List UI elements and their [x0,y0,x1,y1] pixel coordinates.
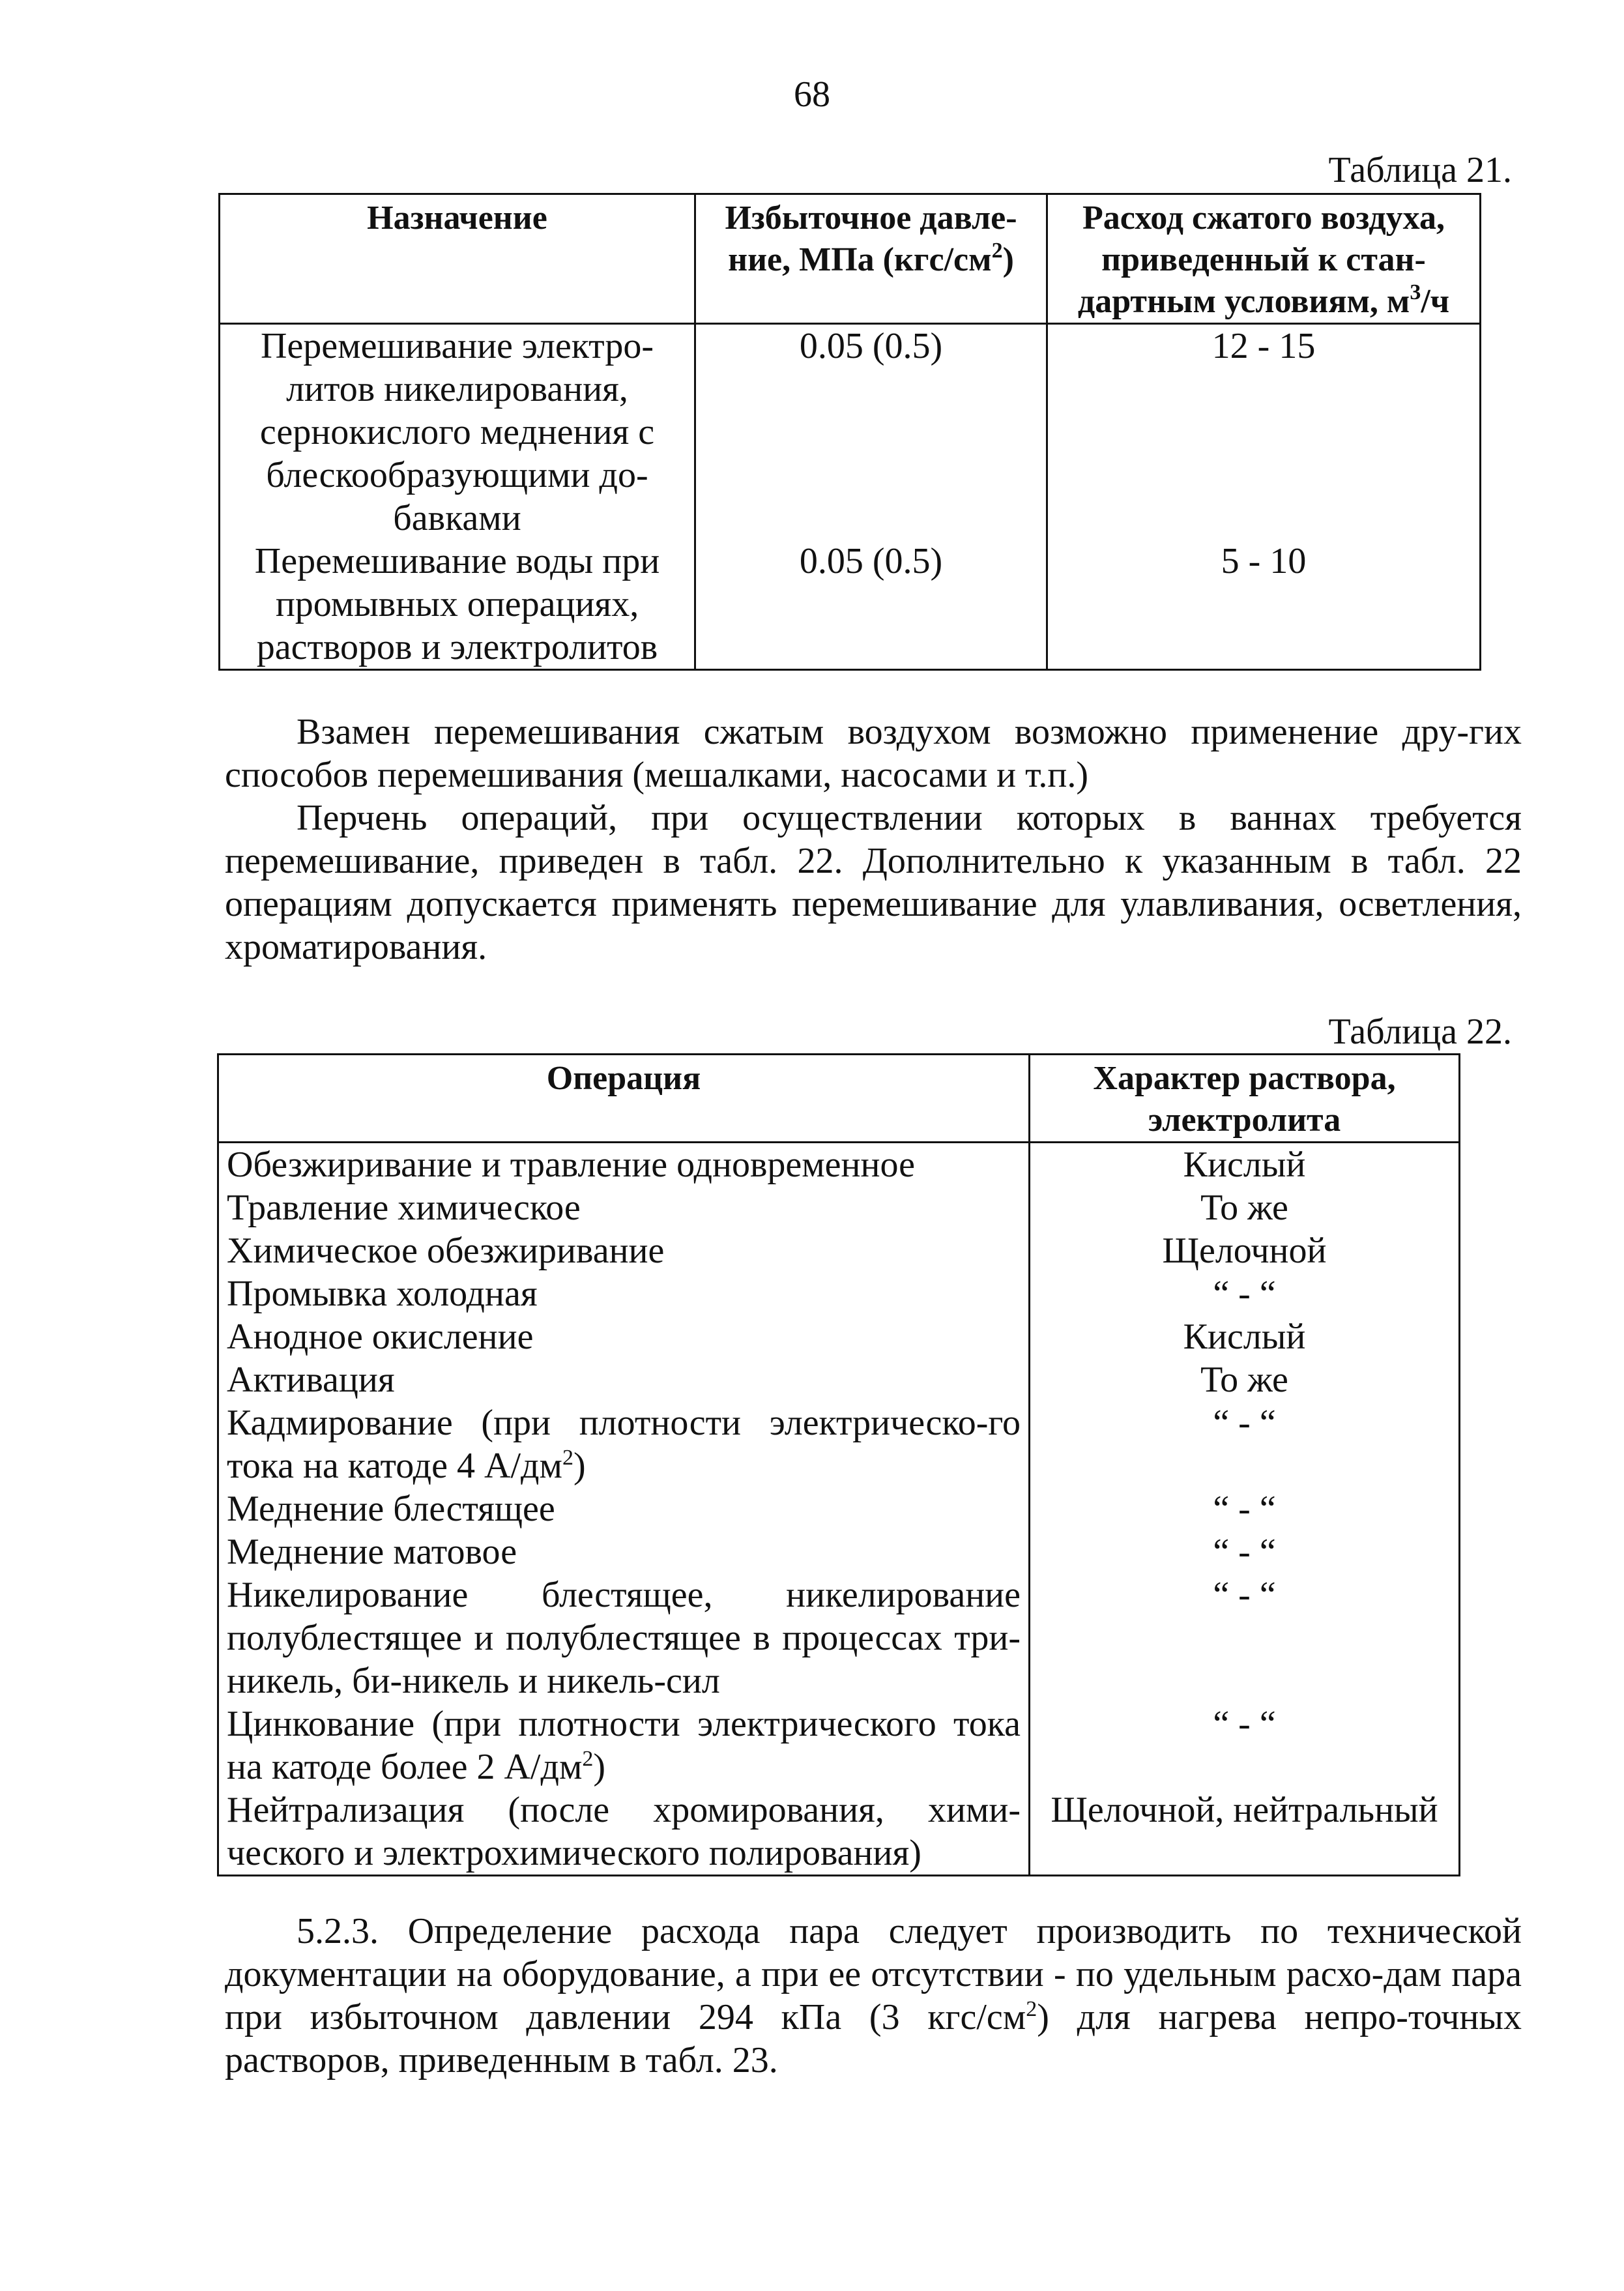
table-22-cell-operation: Никелирование блестящее, никелирование полублестящее и полублестящее в процессах три-никель, би-никель и никель-сил [218,1573,1030,1702]
paragraph-operations-list: Перчень операций, при осуществлении которых в ваннах требуется перемешивание, приведен в табл. 22. Дополнительно к указанным в табл. 22 операциям допускается применять перемешивание для улавливания, осветления, хроматирования. [225,798,1522,967]
table-21-cell-purpose: Перемешивание воды при промывных операциях, растворов и электролитов [220,540,695,670]
table-22-cell-operation: Цинкование (при плотности электрического тока на катоде более 2 $А/дм^2$) [218,1702,1030,1788]
table-21-header-row [220,194,1481,324]
table-22 [217,1053,1460,1876]
table-22-cell-character: Щелочной [1030,1229,1460,1272]
table-22-cell-character: “ - “ [1030,1573,1460,1702]
table-22-cell-operation: Химическое обезжиривание [218,1229,1030,1272]
table-22-cell-operation: Анодное окисление [218,1315,1030,1358]
table-22-caption: Таблица 22. [1328,1012,1512,1052]
table-22-header-operation: Операция [218,1055,1030,1143]
table-row [218,1186,1460,1229]
table-row [220,324,1481,540]
table-row [218,1788,1460,1876]
paragraph-5-2-3: 5.2.3. Определение расхода пара следует производить по технической документации на оборудование, а при ее отсутствии - по удельным расхо-дам пара при избыточном давлении 294 кПа (3 кгс/$см^2$) для нагрева непро-точных растворов, приведенным в табл. 23. [225,1911,1522,2080]
table-22-cell-operation: Меднение блестящее [218,1487,1030,1530]
table-21-header-purpose: Назначение [220,194,695,324]
table-22-header-character: Характер раствора, электролита [1030,1055,1460,1143]
table-row [218,1143,1460,1187]
table-row [218,1229,1460,1272]
table-22-cell-operation: Нейтрализация (после хромирования, хими-ческого и электрохимического полирования) [218,1788,1030,1876]
table-22-cell-operation: Обезжиривание и травление одновременное [218,1143,1030,1187]
table-row [218,1315,1460,1358]
table-22-cell-operation: Кадмирование (при плотности электрическо-го тока на катоде 4 $А/дм^2$) [218,1401,1030,1487]
table-22-cell-character: То же [1030,1186,1460,1229]
table-22-cell-operation: Активация [218,1358,1030,1401]
table-row [218,1401,1460,1487]
table-21-cell-flow: 5 - 10 [1047,540,1481,670]
table-row [218,1530,1460,1573]
table-21-header-pressure: Избыточное давле-ние, МПа $(кгс/см^2)$ [695,194,1047,324]
table-22-cell-character: Щелочной, нейтральный [1030,1788,1460,1876]
page-number: 68 [794,74,830,115]
table-22-cell-character: “ - “ [1030,1530,1460,1573]
table-22-cell-character: То же [1030,1358,1460,1401]
table-22-cell-character: “ - “ [1030,1401,1460,1487]
table-21 [218,193,1481,671]
table-21-caption: Таблица 21. [1328,150,1512,190]
table-row [218,1272,1460,1315]
table-row [220,540,1481,670]
table-22-cell-operation: Промывка холодная [218,1272,1030,1315]
table-22-cell-operation: Травление химическое [218,1186,1030,1229]
table-22-cell-character: “ - “ [1030,1272,1460,1315]
table-22-header-row [218,1055,1460,1143]
table-22-cell-character: Кислый [1030,1143,1460,1187]
table-row [218,1573,1460,1702]
table-row [218,1358,1460,1401]
table-22-cell-character: Кислый [1030,1315,1460,1358]
table-21-cell-flow: 12 - 15 [1047,324,1481,540]
table-22-cell-character: “ - “ [1030,1487,1460,1530]
table-22-cell-operation: Меднение матовое [218,1530,1030,1573]
paragraph-alternative-mixing: Взамен перемешивания сжатым воздухом возможно применение дру-гих способов перемешивания (мешалками, насосами и т.п.) [225,712,1522,795]
table-21-cell-pressure: 0.05 (0.5) [695,324,1047,540]
table-21-cell-pressure: 0.05 (0.5) [695,540,1047,670]
table-22-cell-character: “ - “ [1030,1702,1460,1788]
table-row [218,1702,1460,1788]
table-row [218,1487,1460,1530]
table-21-cell-purpose: Перемешивание электро-литов никелирования, сернокислого меднения с блескообразующими до-бавками [220,324,695,540]
table-21-header-flow: Расход сжатого воздуха, приведенный к стан-дартным условиям, $м^3/ч$ [1047,194,1481,324]
